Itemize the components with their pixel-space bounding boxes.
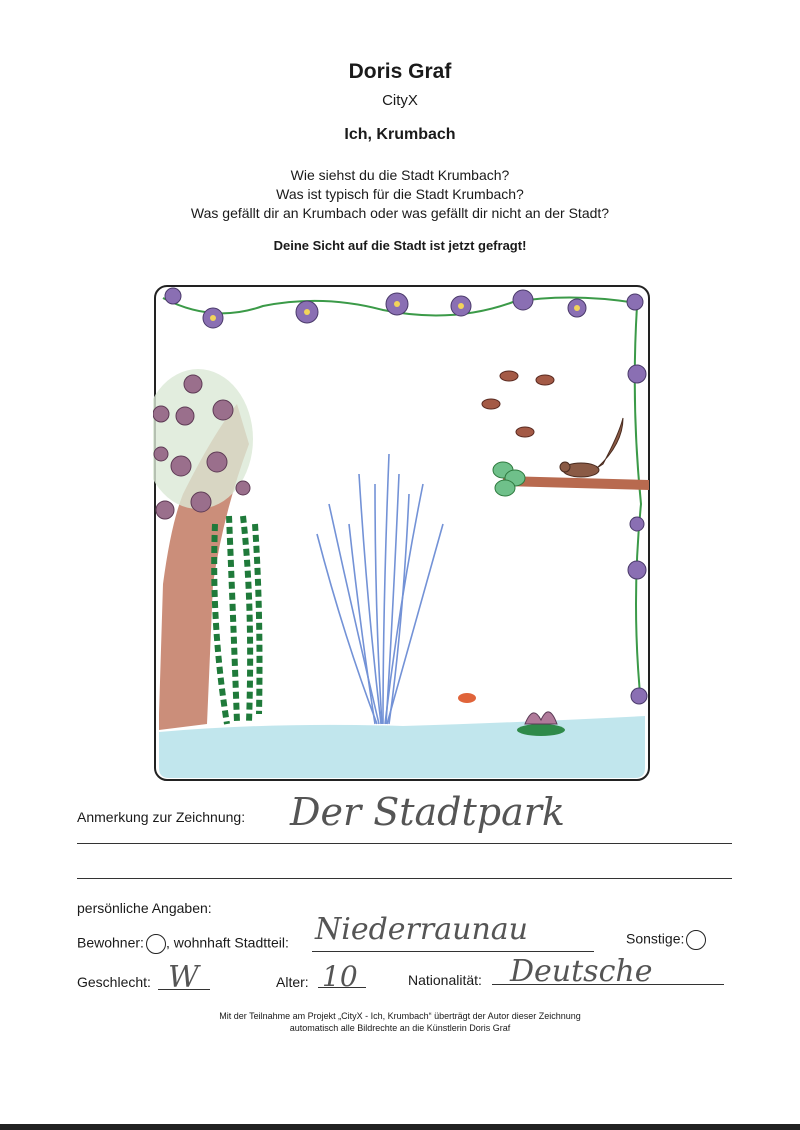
rights-line-1: Mit der Teilnahme am Projekt „CityX - Ich, Krumbach“ überträgt der Autor dieser Zeichnung: [219, 1011, 581, 1021]
question-3: Was gefällt dir an Krumbach oder was gefällt dir nicht an der Stadt?: [190, 205, 610, 221]
personal-label: persönliche Angaben:: [77, 900, 212, 916]
resident-field: [77, 934, 289, 954]
gender-label: Geschlecht:: [77, 974, 151, 990]
rights-line-2: automatisch alle Bildrechte an die Künstlerin Doris Graf: [289, 1023, 511, 1033]
age-label: Alter:: [276, 974, 309, 990]
remark-value: Der Stadtpark: [290, 790, 565, 834]
nationality-line: [492, 984, 724, 985]
gender-value: W: [168, 960, 199, 995]
question-list: [0, 166, 800, 223]
project-name: CityX: [382, 92, 418, 109]
park-drawing: [153, 284, 651, 782]
remark-line-1: [77, 843, 732, 844]
age-line: [318, 987, 366, 988]
nationality-value: Deutsche: [510, 954, 653, 989]
other-field: [626, 930, 706, 950]
remark-label: Anmerkung zur Zeichnung:: [77, 809, 246, 825]
question-2: Was ist typisch für die Stadt Krumbach?: [276, 186, 524, 202]
district-line: [312, 951, 594, 952]
project-subtitle: Ich, Krumbach: [344, 126, 456, 143]
other-checkbox[interactable]: [686, 930, 706, 950]
author-name: Doris Graf: [348, 60, 452, 83]
resident-checkbox[interactable]: [146, 934, 166, 954]
gender-line: [158, 989, 210, 990]
call-to-action: Deine Sicht auf die Stadt ist jetzt gefragt!: [273, 238, 527, 253]
district-label: , wohnhaft Stadtteil:: [165, 934, 289, 951]
resident-label: Bewohner:: [77, 934, 144, 951]
other-label: Sonstige:: [626, 930, 685, 947]
rights-notice: [0, 1010, 800, 1034]
district-value: Niederraunau: [315, 912, 528, 947]
remark-line-2: [77, 878, 732, 879]
question-1: Wie siehst du die Stadt Krumbach?: [290, 167, 510, 183]
fish: [458, 693, 476, 703]
age-value: 10: [322, 960, 358, 993]
scan-edge: [0, 1124, 800, 1130]
nationality-label: Nationalität:: [408, 972, 482, 988]
